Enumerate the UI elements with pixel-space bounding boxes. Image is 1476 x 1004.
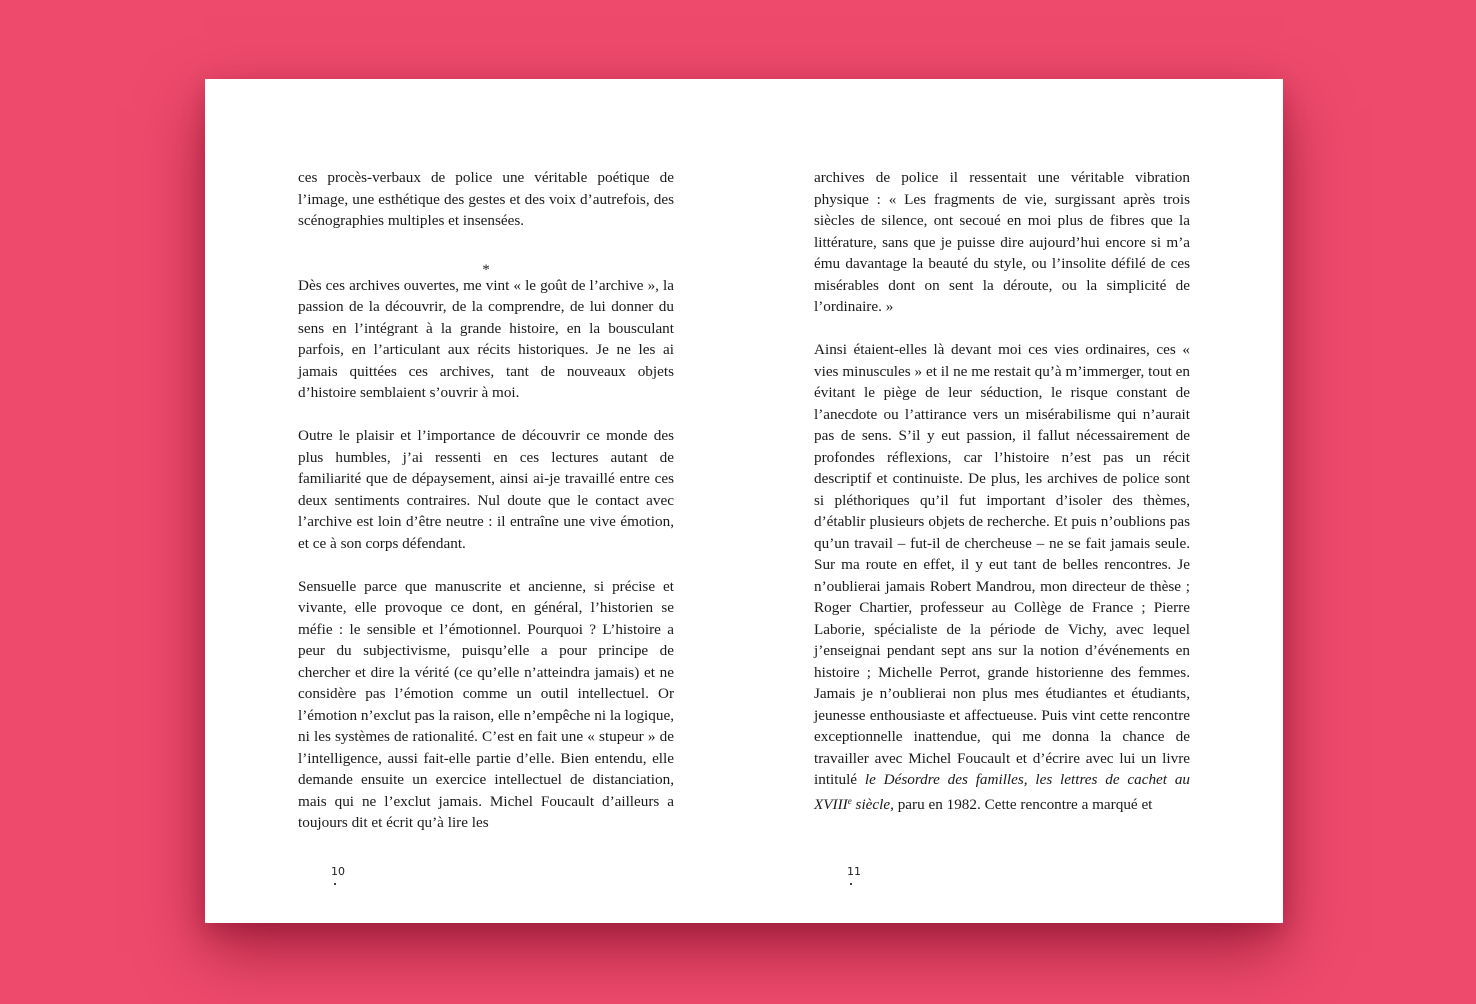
paragraph: Outre le plaisir et l’importance de découvrir ce monde des plus humbles, j’ai ressenti en ces lectures autant de familiarité que de dépaysement, ainsi ai-je travaillé entre ces deux sentiments contraires. Nul doute que le contact avec l’archive est loin d’être neutre : il entraîne une vive émotion, et ce à son corps défendant. [298, 427, 674, 552]
century-superscript: e [847, 795, 852, 806]
paragraph-closing: paru en 1982. Cette rencontre a marqué et [893, 795, 1153, 813]
paragraph: ces procès-verbaux de police une véritable poétique de l’image, une esthétique des gestes et des voix d’autrefois, des scénographies multiples et insensées. [298, 169, 674, 229]
paragraph: archives de police il ressentait une véritable vibration physique : « Les fragments de vie, surgissant après trois siècles de silence, ont secoué en moi plus de fibres que la littérature, sans que je puisse dire aujourd’hui encore si m’a ému davantage la beauté du style, ou l’insolite défilé de ces misérables dont on sent la déroute, ou la simplicité de l’ordinaire. » [814, 169, 1190, 315]
paragraph: Dès ces archives ouvertes, me vint « le goût de l’archive », la passion de la découvrir, de la comprendre, de lui donner du sens en l’intégrant à la grande histoire, en la bousculant parfois, en l’articulant aux récits historiques. Je ne les ai jamais quittées ces archives, tant de nouveaux objets d’histoire semblaient s’ouvrir à moi. [298, 276, 674, 401]
section-separator: * [482, 261, 490, 278]
right-page [744, 79, 1283, 923]
left-page [205, 79, 744, 923]
page-number: 10 [331, 865, 345, 885]
page-number-dot [850, 883, 852, 885]
page-number-dot [334, 883, 336, 885]
paragraph [814, 339, 1190, 815]
book-title: le Désordre des familles, les lettres de cachet au XVIIIe siècle, [814, 771, 1191, 813]
right-page-text [814, 167, 1190, 815]
paragraph: Sensuelle parce que manuscrite et ancienne, si précise et vivante, elle provoque ce dont, en général, l’historien se méfie : le sensible et l’émotionnel. Pourquoi ? L’histoire a peur du subjectivisme, puisqu’elle a pour principe de chercher et dire la vérité (ce qu’elle n’atteindra jamais) et ne considère pas l’émotion comme un outil intellectuel. Or l’émotion n’exclut pas la raison, elle n’empêche ni la logique, ni les systèmes de rationalité. C’est en fait une « stupeur » de l’intelligence, aussi fait-elle partie d’elle. Bien entendu, elle demande ensuite un exercice intellectuel de distanciation, mais qui ne l’exclut jamais. Michel Foucault d’ailleurs a toujours dit et écrit qu’à lire les [298, 577, 674, 831]
left-page-text [298, 167, 674, 834]
page-number: 11 [847, 865, 861, 885]
book-spread [205, 79, 1283, 923]
paragraph-body: Ainsi étaient-elles là devant moi ces vies ordinaires, ces « vies minuscules » et il ne me restait qu’à m’immerger, tout en évitant le piège de leur séduction, le risque constant de l’anecdote ou l’attirance vers un misérabilisme qui n’aurait pas de sens. S’il y eut passion, il fallut nécessairement de profondes réflexions, car l’histoire n’est pas un récit descriptif et continuiste. De plus, les archives de police sont si pléthoriques qu’il fut important d’isoler des thèmes, d’établir plusieurs objets de recherche. Et puis n’oublions pas qu’un travail – fut-il de chercheuse – ne se fait jamais seule. Sur ma route en effet, il y eut tant de belles rencontres. Je n’oublierai jamais Robert Mandrou, mon directeur de thèse ; Roger Chartier, professeur au Collège de France ; Pierre Laborie, spécialiste de la période de Vichy, avec lequel j’enseignai pendant sept ans sur la notion d’événements en histoire ; Michelle Perrot, grande historienne des femmes. Jamais je n’oublierai non plus mes étudiantes et étudiants, jeunesse enthousiaste et affectueuse. Puis vint cette rencontre exceptionnelle inattendue, qui me donna la chance de travailler avec Michel Foucault et d’écrire avec lui un livre intitulé [814, 341, 1190, 788]
